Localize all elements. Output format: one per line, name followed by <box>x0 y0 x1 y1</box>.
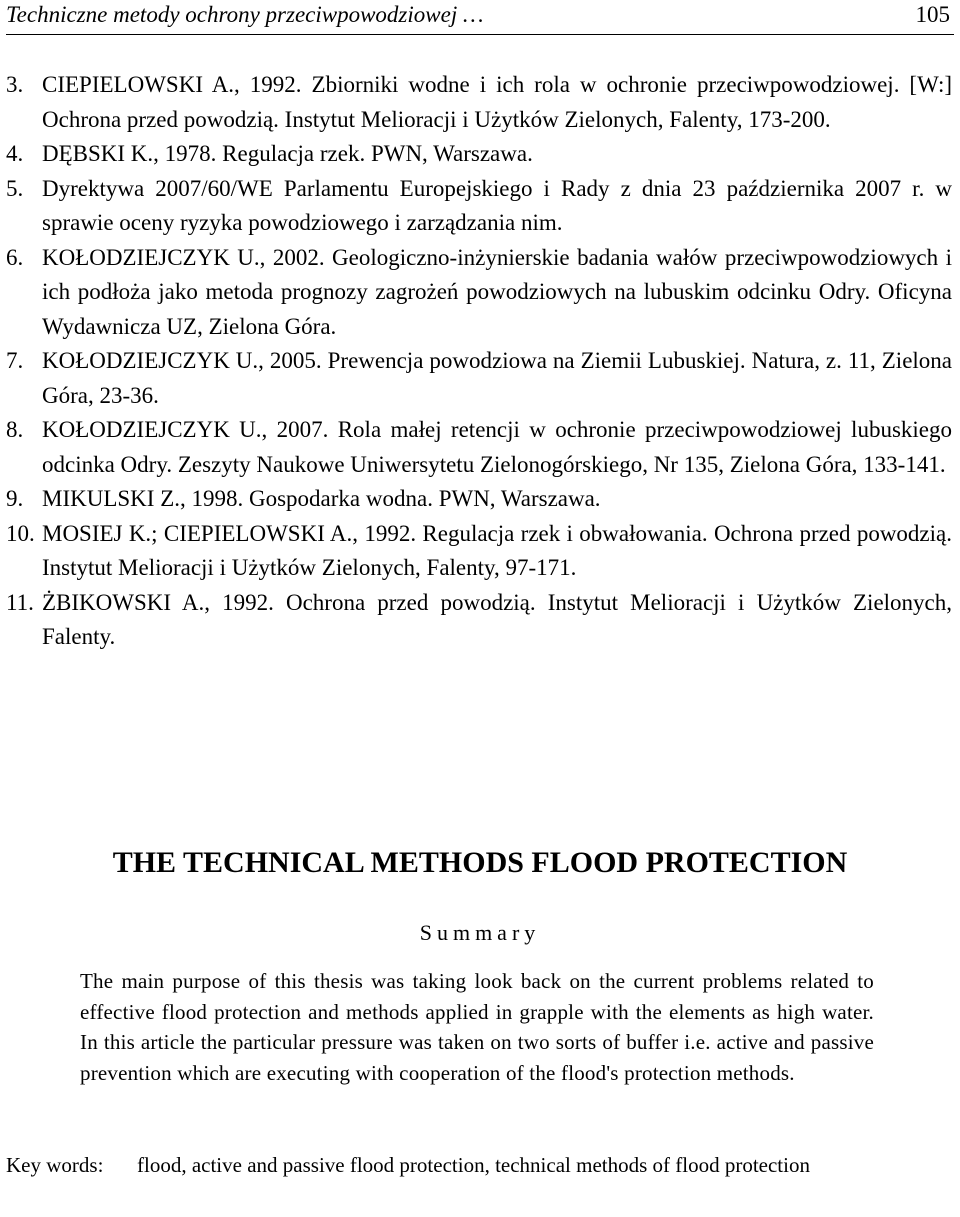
reference-text: KOŁODZIEJCZYK U., 2005. Prewencja powodziowa na Ziemii Lubuskiej. Natura, z. 11, Zielona Góra, 23-36. <box>42 348 952 408</box>
reference-number: 5. <box>6 175 24 201</box>
keywords-label: Key words: <box>6 1153 104 1177</box>
reference-number: 4. <box>6 141 24 166</box>
reference-item <box>6 482 952 517</box>
reference-item <box>6 586 952 655</box>
reference-number: 8. <box>6 417 24 442</box>
reference-number: 9. <box>6 486 24 511</box>
reference-item <box>6 137 952 172</box>
reference-text: KOŁODZIEJCZYK U., 2002. Geologiczno-inżynierskie badania wałów przeciwpowodziowych i ich podłoża jako metoda prognozy zagrożeń powodziowych na lubuskim odcinku Odry. Oficyna Wydawnicza UZ, Zielona Góra. <box>42 244 952 339</box>
running-title: Techniczne metody ochrony przeciwpowodziowej … <box>6 2 484 27</box>
reference-text: CIEPIELOWSKI A., 1992. Zbiorniki wodne i ich rola w ochronie przeciwpowodziowej. [W:] Ochrona przed powodzią. Instytut Melioracji i Użytków Zielonych, Falenty, 173-200. <box>42 72 952 132</box>
reference-text: MIKULSKI Z., 1998. Gospodarka wodna. PWN, Warszawa. <box>42 486 601 511</box>
reference-number: 11. <box>6 589 34 615</box>
reference-item <box>6 344 952 413</box>
reference-number: 7. <box>6 348 24 373</box>
reference-text: ŻBIKOWSKI A., 1992. Ochrona przed powodzią. Instytut Melioracji i Użytków Zielonych, Falenty. <box>42 589 952 649</box>
reference-item <box>6 172 952 241</box>
keywords-text: flood, active and passive flood protection, technical methods of flood protection <box>137 1153 810 1177</box>
english-title: THE TECHNICAL METHODS FLOOD PROTECTION <box>112 846 848 879</box>
reference-number: 6. <box>6 244 24 270</box>
reference-text: KOŁODZIEJCZYK U., 2007. Rola małej retencji w ochronie przeciwpowodziowej lubuskiego odcinka Odry. Zeszyty Naukowe Uniwersytetu Zielonogórskiego, Nr 135, Zielona Góra, 133-141. <box>42 417 952 477</box>
reference-text: Dyrektywa 2007/60/WE Parlamentu Europejskiego i Rady z dnia 23 października 2007 r. w sprawie oceny ryzyka powodziowego i zarządzania nim. <box>42 175 952 235</box>
keywords <box>6 1150 936 1180</box>
reference-item <box>6 517 952 586</box>
summary-heading: Summary <box>419 920 541 945</box>
reference-number: 10. <box>6 520 35 546</box>
reference-text: MOSIEJ K.; CIEPIELOWSKI A., 1992. Regulacja rzek i obwałowania. Ochrona przed powodzią. Instytut Melioracji i Użytków Zielonych, Falenty, 97-171. <box>42 520 952 580</box>
running-header <box>6 0 954 35</box>
reference-item <box>6 413 952 482</box>
references-list <box>6 68 952 655</box>
reference-text: DĘBSKI K., 1978. Regulacja rzek. PWN, Warszawa. <box>42 141 533 166</box>
reference-number: 3. <box>6 72 24 97</box>
reference-item <box>6 68 952 137</box>
summary-text: The main purpose of this thesis was taking look back on the current problems related to effective flood protection and methods applied in grapple with the elements as high water. In this article the particular pressure was taken on two sorts of buffer i.e. active and passive prevention which are executing with cooperation of the flood's protection methods. <box>80 969 874 1085</box>
page-number: 105 <box>915 2 950 27</box>
reference-item <box>6 241 952 345</box>
